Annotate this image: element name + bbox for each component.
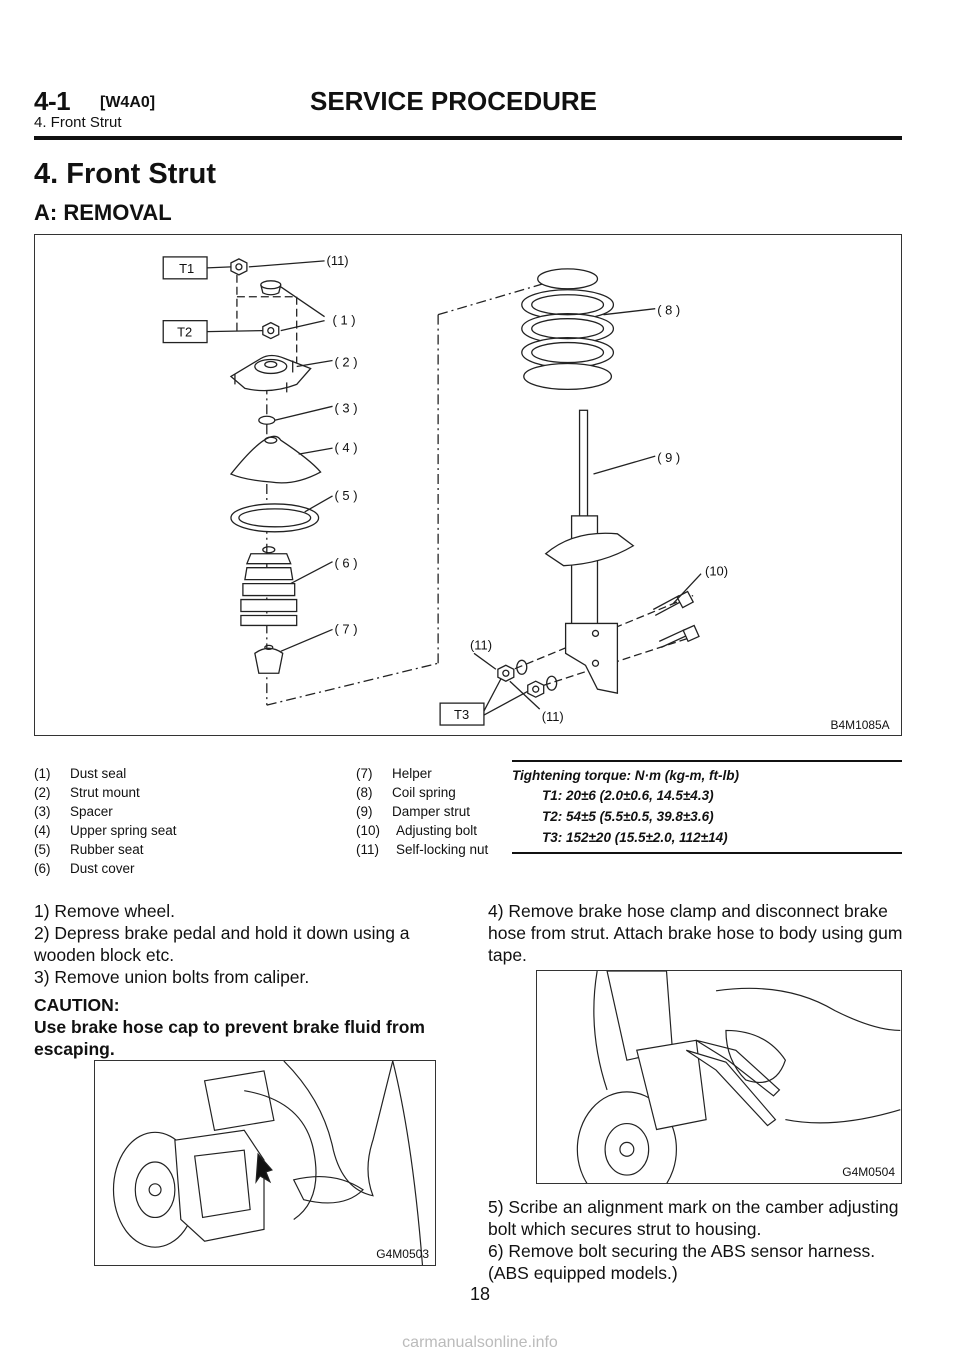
coil-spring-icon — [522, 269, 614, 390]
right-column-top — [488, 900, 908, 966]
legend-left — [34, 764, 177, 878]
legend-label: Dust cover — [70, 861, 135, 876]
legend-item — [34, 764, 177, 783]
legend-num: (5) — [34, 842, 51, 857]
legend-num: (8) — [356, 785, 373, 800]
helper-icon — [255, 645, 283, 673]
callout-2: ( 2 ) — [334, 354, 358, 370]
legend-label: Self-locking nut — [396, 842, 489, 857]
torque-line-t3: T3: 152±20 (15.5±2.0, 112±14) — [542, 830, 728, 845]
legend-item — [356, 821, 488, 840]
subsection-title: A: REMOVAL — [34, 200, 172, 225]
legend-item — [356, 764, 488, 783]
step-6: 6) Remove bolt securing the ABS sensor harness. (ABS equipped models.) — [488, 1241, 876, 1283]
legend-label: Rubber seat — [70, 842, 144, 857]
legend-num: (9) — [356, 804, 373, 819]
legend-label: Strut mount — [70, 785, 140, 800]
hand-icon — [284, 1061, 393, 1203]
caution-text: Use brake hose cap to prevent brake fluid from escaping. — [34, 1017, 425, 1059]
arrow-icon — [256, 1154, 272, 1182]
callout-11-mid: (11) — [469, 637, 493, 653]
callout-6: ( 6 ) — [334, 555, 358, 571]
rubber-seat-icon — [231, 504, 319, 532]
torque-tag-t2 — [163, 321, 207, 343]
spacer-icon — [259, 416, 275, 424]
section-title: 4. Front Strut — [34, 158, 217, 190]
callout-7: ( 7 ) — [334, 621, 358, 637]
callout-5: ( 5 ) — [334, 487, 358, 503]
legend-label: Spacer — [70, 804, 113, 819]
legend-item — [34, 821, 177, 840]
legend-item — [34, 840, 177, 859]
photo-brake-hose-clamp — [536, 970, 902, 1184]
brake-hose-icon — [594, 971, 607, 1090]
header-divider — [34, 136, 902, 140]
header-sub-code: [W4A0] — [100, 94, 156, 111]
page-header — [34, 86, 902, 136]
legend-item — [34, 859, 177, 878]
footer-watermark: carmanualsonline.info — [402, 1334, 558, 1351]
callout-4: ( 4 ) — [334, 440, 358, 456]
legend-item — [356, 802, 488, 821]
caution-heading: CAUTION: — [34, 995, 120, 1015]
legend-num: (7) — [356, 766, 373, 781]
torque-tag-t3 — [440, 703, 484, 725]
strut-exploded-diagram — [34, 234, 902, 736]
legend-label: Adjusting bolt — [396, 823, 478, 838]
step-3: 3) Remove union bolts from caliper. — [34, 967, 310, 987]
callout-3: ( 3 ) — [334, 400, 358, 416]
left-column — [34, 900, 472, 1060]
header-code: 4-1 — [34, 86, 71, 116]
photo-caliper-union-bolts — [94, 1060, 436, 1266]
legend-num: (10) — [356, 823, 381, 838]
legend-label: Damper strut — [392, 804, 471, 819]
photo-code-right: G4M0504 — [842, 1165, 895, 1179]
step-5: 5) Scribe an alignment mark on the camber adjusting bolt which secures strut to housing. — [488, 1197, 899, 1239]
callout-10: (10) — [705, 563, 729, 579]
legend-num: (3) — [34, 804, 51, 819]
strut-mount-icon — [231, 356, 311, 393]
photo-code-left: G4M0503 — [376, 1247, 429, 1261]
torque-line-t1: T1: 20±6 (2.0±0.6, 14.5±4.3) — [542, 788, 714, 803]
legend-item — [34, 783, 177, 802]
self-locking-nut-lower-icon — [498, 660, 557, 697]
legend-num: (2) — [34, 785, 51, 800]
torque-tag-t1-label: T1 — [179, 260, 195, 276]
page-number: 18 — [469, 1284, 491, 1304]
header-title: SERVICE PROCEDURE — [310, 86, 598, 116]
legend-mid — [356, 764, 488, 859]
header-section: 4. Front Strut — [34, 114, 122, 131]
torque-tag-t3-label: T3 — [454, 707, 470, 723]
legend-label: Upper spring seat — [70, 823, 177, 838]
upper-spring-seat-icon — [231, 436, 321, 483]
caliper-icon — [175, 1130, 264, 1241]
torque-tag-t1 — [163, 257, 207, 279]
legend-item — [356, 783, 488, 802]
figure-code: B4M1085A — [830, 718, 890, 733]
callout-8: ( 8 ) — [657, 302, 681, 318]
damper-strut-icon — [546, 410, 634, 693]
legend-label: Coil spring — [392, 785, 456, 800]
legend-num: (11) — [356, 842, 380, 857]
dust-cover-icon — [241, 547, 297, 626]
legend-num: (4) — [34, 823, 51, 838]
torque-line-t2: T2: 54±5 (5.5±0.5, 39.8±3.6) — [542, 809, 714, 824]
legend-label: Helper — [392, 766, 432, 781]
legend-item — [34, 802, 177, 821]
callout-11-top: (11) — [326, 252, 349, 268]
legend-label: Dust seal — [70, 766, 127, 781]
dust-seal-icon — [261, 281, 281, 295]
step-4: 4) Remove brake hose clamp and disconnect brake hose from strut. Attach brake hose to body using gum tape. — [488, 901, 903, 965]
torque-tag-t2-label: T2 — [177, 324, 193, 340]
strut-icon — [607, 971, 706, 1130]
torque-rule-bottom — [512, 852, 902, 854]
torque-heading: Tightening torque: N·m (kg-m, ft-lb) — [512, 768, 739, 783]
step-2: 2) Depress brake pedal and hold it down using a wooden block etc. — [34, 923, 410, 965]
legend-num: (6) — [34, 861, 51, 876]
callout-9: ( 9 ) — [657, 450, 681, 466]
legend-item — [356, 840, 488, 859]
strut-mount-nut-icon — [263, 323, 279, 339]
callout-1: ( 1 ) — [332, 312, 356, 328]
legend-num: (1) — [34, 766, 51, 781]
self-locking-nut-top-icon — [231, 259, 247, 275]
right-column-bottom — [488, 1196, 908, 1284]
callout-11-bottom: (11) — [541, 709, 564, 725]
torque-spec-box — [512, 760, 902, 854]
step-1: 1) Remove wheel. — [34, 901, 176, 921]
